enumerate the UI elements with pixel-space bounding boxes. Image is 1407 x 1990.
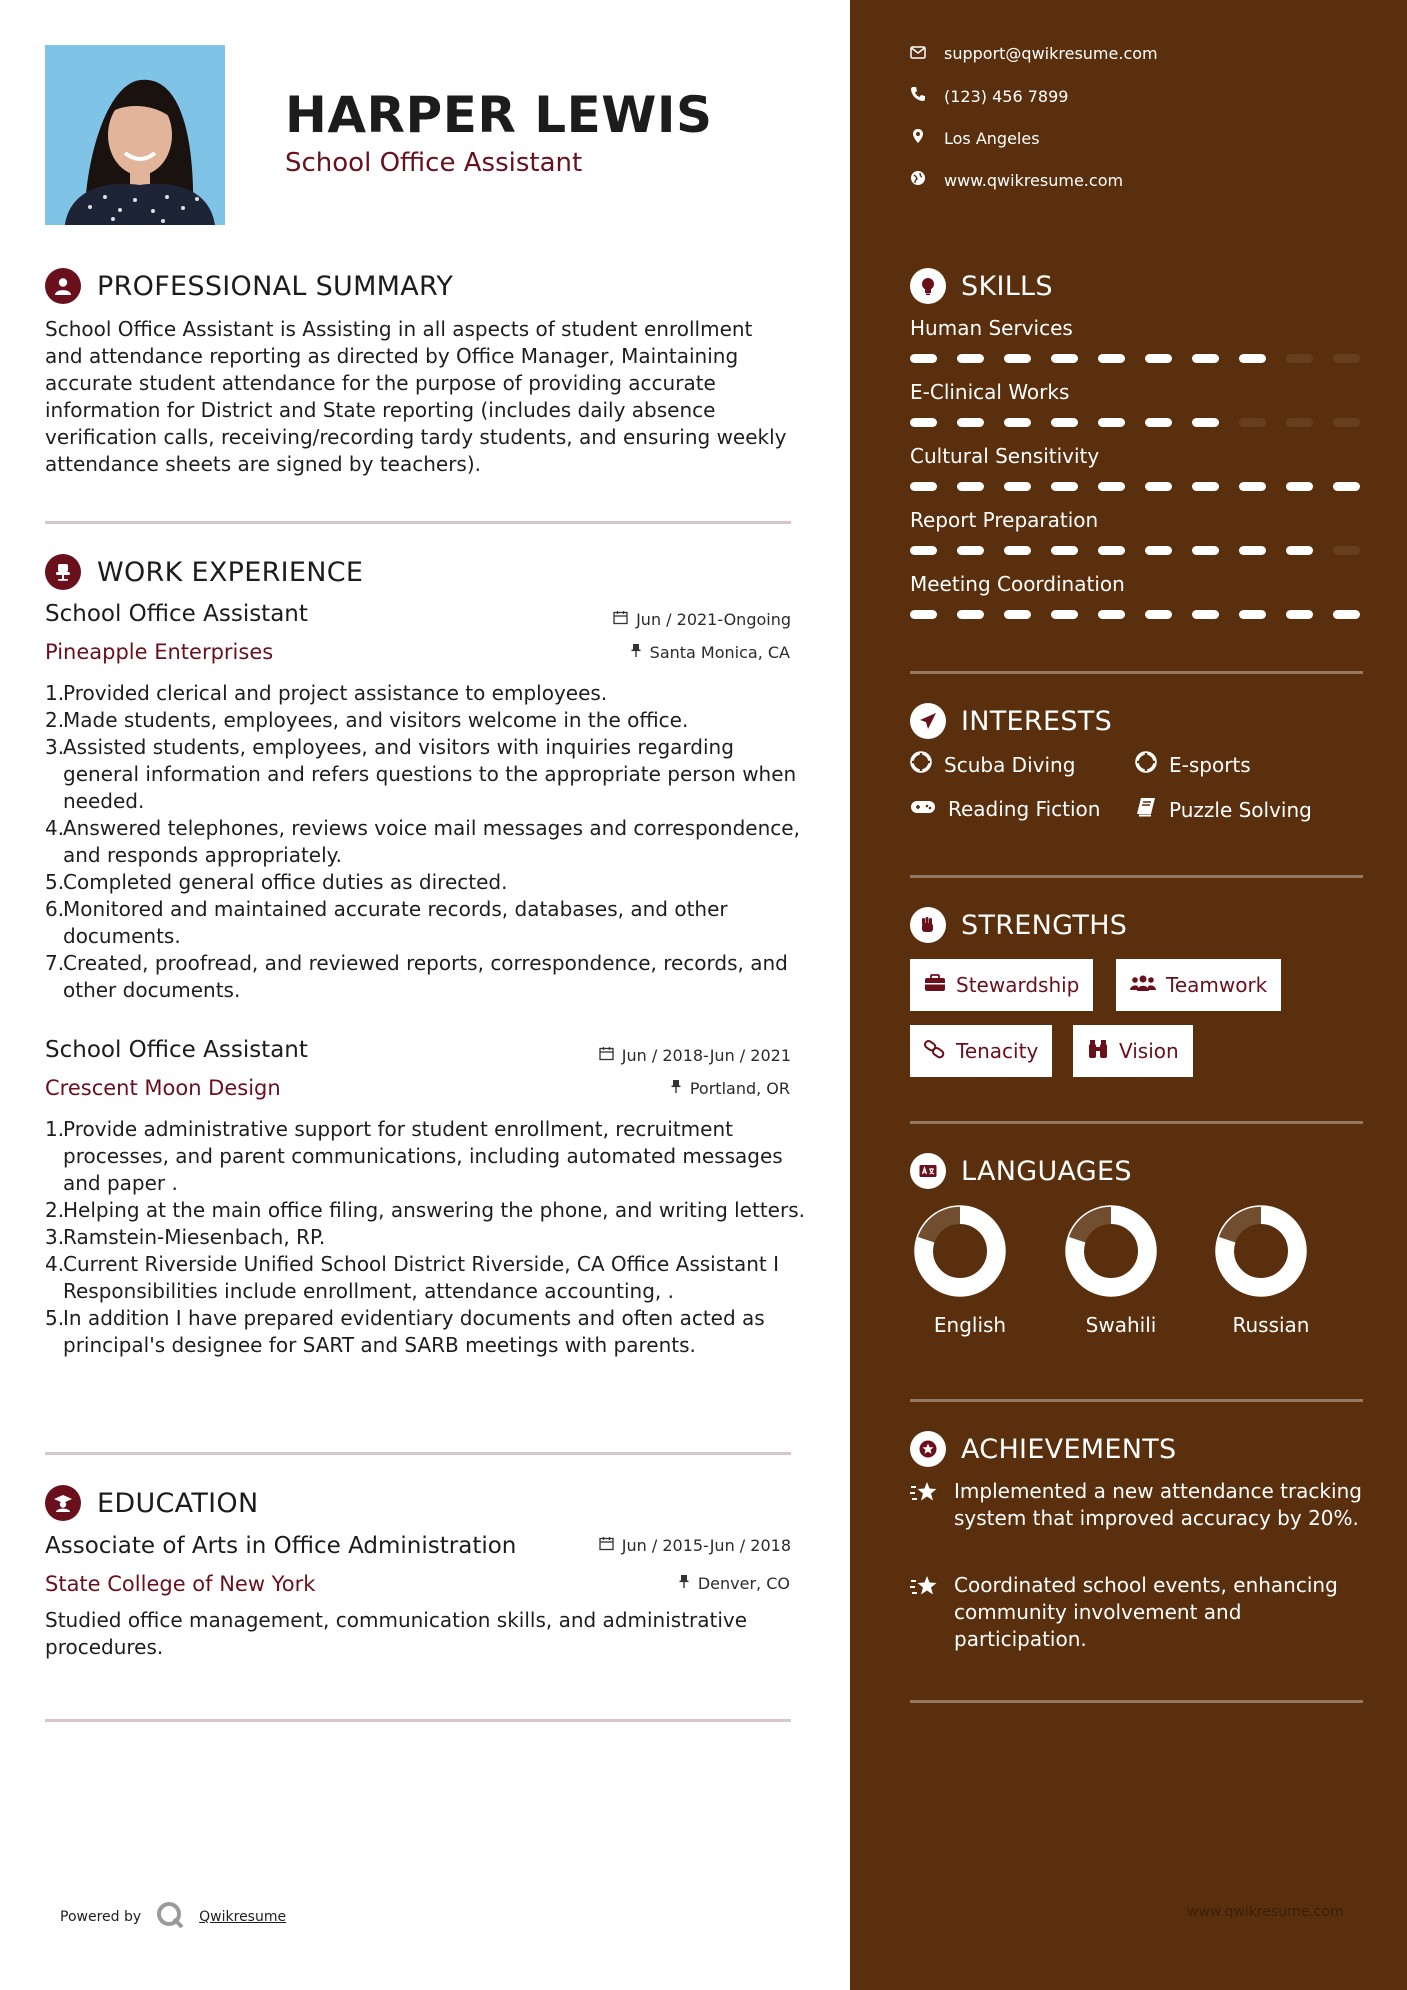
duty-item — [45, 815, 805, 869]
duty-item — [45, 680, 805, 707]
qwikresume-logo-icon — [155, 1900, 185, 1934]
languages-heading — [910, 1153, 1132, 1189]
contact-email[interactable] — [910, 44, 1158, 63]
achievement-item — [910, 1478, 1370, 1532]
interest-item — [910, 751, 1075, 778]
language-label: English — [933, 1313, 1007, 1337]
divider — [45, 521, 791, 524]
education-title: EDUCATION — [97, 1487, 259, 1519]
duty-item — [45, 896, 805, 950]
divider — [910, 1399, 1363, 1402]
job-company: Crescent Moon Design — [45, 1076, 281, 1100]
education-dates — [599, 1536, 791, 1555]
pin-icon — [678, 1574, 690, 1593]
duty-item — [45, 1197, 805, 1224]
rating-dash — [957, 418, 984, 427]
rating-dash — [1098, 354, 1125, 363]
degree-title: Associate of Arts in Office Administration — [45, 1533, 517, 1559]
education-location-text: Denver, CO — [697, 1574, 790, 1593]
rating-dash — [1098, 418, 1125, 427]
strengths-title: STRENGTHS — [961, 909, 1128, 941]
skills-title: SKILLS — [961, 270, 1053, 302]
contact-website[interactable] — [910, 170, 1123, 190]
rating-dash — [957, 610, 984, 619]
job-location-text: Portland, OR — [689, 1079, 790, 1098]
strength-chip — [910, 1025, 1052, 1077]
duty-text: Helping at the main office filing, answering the phone, and writing letters. — [63, 1198, 805, 1222]
award-icon — [910, 1431, 946, 1467]
duty-text: Completed general office duties as directed. — [63, 870, 508, 894]
rating-dash — [1239, 418, 1266, 427]
rating-dash — [1098, 482, 1125, 491]
strength-label: Vision — [1119, 1039, 1179, 1063]
rating-dash — [1286, 418, 1313, 427]
job-company: Pineapple Enterprises — [45, 640, 274, 664]
rating-dash — [1286, 354, 1313, 363]
rating-dash — [1333, 354, 1360, 363]
powered-by-label: Powered by — [60, 1909, 142, 1925]
skill-label: E-Clinical Works — [910, 380, 1070, 404]
rating-dash — [1004, 482, 1031, 491]
rating-dash — [1051, 354, 1078, 363]
contact-website-text: www.qwikresume.com — [944, 170, 1124, 190]
experience-heading — [45, 552, 363, 592]
education-dates-text: Jun / 2015-Jun / 2018 — [621, 1536, 791, 1555]
rating-dash — [1333, 610, 1360, 619]
graduate-icon — [45, 1485, 81, 1521]
strength-label: Stewardship — [956, 973, 1080, 997]
rating-dash — [910, 354, 937, 363]
interest-label: Reading Fiction — [948, 797, 1101, 821]
rating-dash — [1145, 610, 1172, 619]
interests-title: INTERESTS — [961, 705, 1113, 737]
qwikresume-link[interactable]: Qwikresume — [199, 1909, 287, 1925]
rating-dash — [910, 546, 937, 555]
rating-dash — [910, 610, 937, 619]
experience-title: WORK EXPERIENCE — [97, 556, 364, 588]
envelope-icon — [910, 44, 926, 63]
pin-icon — [630, 643, 642, 662]
duty-number: 5. — [45, 870, 65, 894]
job-location — [630, 643, 790, 662]
rating-dash — [1145, 482, 1172, 491]
job-title: School Office Assistant — [45, 601, 308, 627]
link-icon — [924, 1039, 946, 1064]
rating-dash — [1192, 610, 1219, 619]
globe-icon — [910, 170, 926, 190]
duty-text: Created, proofread, and reviewed reports, correspondence, records, and other documents. — [63, 951, 788, 1002]
duty-item — [45, 707, 805, 734]
rating-dash — [1098, 546, 1125, 555]
rating-dash — [1192, 482, 1219, 491]
contact-location — [910, 128, 1040, 148]
contact-location-text: Los Angeles — [944, 128, 1040, 148]
language-gauge — [1211, 1201, 1331, 1301]
divider — [910, 875, 1363, 878]
job-dates-text: Jun / 2021-Ongoing — [636, 610, 791, 629]
skill-label: Report Preparation — [910, 508, 1099, 532]
rating-dash — [910, 482, 937, 491]
job-location-text: Santa Monica, CA — [649, 643, 790, 662]
job-duties-list — [45, 680, 805, 1004]
education-location — [678, 1574, 790, 1593]
rating-dash — [957, 482, 984, 491]
strengths-heading — [910, 907, 1127, 943]
duty-text: Made students, employees, and visitors welcome in the office. — [63, 708, 689, 732]
duty-text: Provided clerical and project assistance to employees. — [63, 681, 608, 705]
rating-dash — [1145, 354, 1172, 363]
achievement-text: Implemented a new attendance tracking system that improved accuracy by 20%. — [954, 1479, 1362, 1530]
rating-dash — [1239, 354, 1266, 363]
rating-dash — [1239, 482, 1266, 491]
contact-email-text: support@qwikresume.com — [944, 44, 1158, 63]
gamepad-icon — [910, 797, 936, 821]
achievement-text: Coordinated school events, enhancing community involvement and participation. — [954, 1573, 1338, 1651]
duty-number: 2. — [45, 1198, 65, 1222]
rating-dash — [1192, 354, 1219, 363]
sidebar — [850, 0, 1407, 1990]
interest-item — [910, 797, 1100, 821]
language-item — [1211, 1201, 1331, 1337]
summary-heading — [45, 266, 453, 306]
rating-dash — [1286, 546, 1313, 555]
job-duties-list — [45, 1116, 805, 1359]
powered-by — [60, 1900, 286, 1934]
rating-dash — [957, 546, 984, 555]
school-name: State College of New York — [45, 1572, 316, 1596]
duty-item — [45, 1305, 805, 1359]
duty-item — [45, 1224, 805, 1251]
divider — [910, 1121, 1363, 1124]
rating-dash — [957, 354, 984, 363]
skills-heading — [910, 268, 1053, 304]
duty-item — [45, 1116, 805, 1197]
duty-number: 1. — [45, 681, 65, 705]
candidate-name: HARPER LEWIS — [285, 86, 713, 144]
education-heading — [45, 1483, 258, 1523]
rating-dash — [1239, 546, 1266, 555]
language-label: Russian — [1232, 1313, 1310, 1337]
duty-number: 1. — [45, 1117, 65, 1141]
contact-phone[interactable] — [910, 86, 1068, 106]
rating-dash — [1239, 610, 1266, 619]
interest-item — [1135, 797, 1312, 822]
language-label: Swahili — [1085, 1313, 1157, 1337]
strength-chip — [1073, 1025, 1193, 1077]
skill-rating — [910, 546, 1365, 556]
rating-dash — [1051, 546, 1078, 555]
skill-rating — [910, 482, 1365, 492]
duty-number: 2. — [45, 708, 65, 732]
duty-number: 5. — [45, 1306, 65, 1330]
job-dates — [613, 610, 791, 629]
duty-number: 7. — [45, 951, 65, 975]
calendar-icon — [599, 1046, 614, 1065]
interest-label: Scuba Diving — [944, 752, 1076, 777]
job-title: School Office Assistant — [45, 1037, 308, 1063]
rating-dash — [1192, 546, 1219, 555]
briefcase-icon — [924, 973, 946, 997]
lifebuoy-icon — [910, 751, 932, 778]
summary-text: School Office Assistant is Assisting in all aspects of student enrollment and attendance reporting as directed by Office Manager, Maintaining accurate student attendance for the purpose of providing accurate information for District and State reporting (includes daily absence verification calls, receiving/recording tardy students, and ensuring weekly attendance sheets are signed by teachers). — [45, 317, 787, 476]
star-burst-icon — [910, 1478, 940, 1532]
duty-number: 3. — [45, 1225, 65, 1249]
profile-photo — [45, 45, 225, 225]
rating-dash — [1051, 482, 1078, 491]
duty-text: Ramstein-Miesenbach, RP. — [63, 1225, 326, 1249]
paper-plane-icon — [910, 703, 946, 739]
rating-dash — [1333, 418, 1360, 427]
lightbulb-icon — [910, 268, 946, 304]
user-icon — [45, 268, 81, 304]
rating-dash — [1098, 610, 1125, 619]
achievement-item — [910, 1572, 1370, 1653]
job-dates — [599, 1046, 791, 1065]
lifebuoy-icon — [1135, 751, 1157, 778]
duty-number: 4. — [45, 816, 65, 840]
rating-dash — [1051, 610, 1078, 619]
duty-item — [45, 734, 805, 815]
divider — [45, 1719, 791, 1722]
duty-number: 4. — [45, 1252, 65, 1276]
duty-text: Assisted students, employees, and visitors with inquiries regarding general information and refers questions to the appropriate person when needed. — [63, 735, 797, 813]
duty-text: Monitored and maintained accurate records, databases, and other documents. — [63, 897, 728, 948]
achievements-title: ACHIEVEMENTS — [961, 1433, 1177, 1465]
calendar-icon — [613, 610, 628, 629]
strength-label: Teamwork — [1166, 973, 1268, 997]
rating-dash — [1286, 610, 1313, 619]
strength-label: Tenacity — [956, 1039, 1039, 1063]
interest-item — [1135, 751, 1251, 778]
interests-heading — [910, 703, 1112, 739]
divider — [910, 671, 1363, 674]
skill-rating — [910, 418, 1365, 428]
summary-title: PROFESSIONAL SUMMARY — [97, 270, 454, 302]
rating-dash — [1333, 546, 1360, 555]
pin-icon — [670, 1079, 682, 1098]
language-gauge — [1061, 1201, 1181, 1301]
calendar-icon — [599, 1536, 614, 1555]
duty-item — [45, 869, 805, 896]
language-gauge — [910, 1201, 1030, 1301]
strength-chip — [910, 959, 1093, 1011]
book-icon — [1135, 797, 1157, 822]
divider — [45, 1452, 791, 1455]
interest-label: Puzzle Solving — [1169, 797, 1312, 822]
achievements-heading — [910, 1431, 1177, 1467]
rating-dash — [910, 418, 937, 427]
rating-dash — [1192, 418, 1219, 427]
rating-dash — [1004, 418, 1031, 427]
education-text: Studied office management, communication skills, and administrative procedures. — [45, 1608, 748, 1659]
duty-text: In addition I have prepared evidentiary documents and often acted as principal's designee for SART and SARB meetings with parents. — [63, 1306, 765, 1357]
duty-item — [45, 950, 805, 1004]
language-item — [910, 1201, 1030, 1337]
rating-dash — [1004, 354, 1031, 363]
strength-chip — [1116, 959, 1281, 1011]
duty-number: 3. — [45, 735, 65, 759]
duty-text: Provide administrative support for student enrollment, recruitment processes, and parent communications, including automated messages and paper . — [63, 1117, 783, 1195]
office-chair-icon — [45, 554, 81, 590]
duty-item — [45, 1251, 805, 1305]
skill-rating — [910, 610, 1365, 620]
star-burst-icon — [910, 1572, 940, 1653]
rating-dash — [1004, 610, 1031, 619]
divider — [910, 1700, 1363, 1703]
users-icon — [1130, 973, 1156, 997]
candidate-role: School Office Assistant — [285, 148, 583, 178]
fist-icon — [910, 907, 946, 943]
job-location — [670, 1079, 790, 1098]
binoculars-icon — [1087, 1039, 1109, 1064]
rating-dash — [1145, 418, 1172, 427]
rating-dash — [1051, 418, 1078, 427]
language-item — [1061, 1201, 1181, 1337]
skill-label: Meeting Coordination — [910, 572, 1125, 596]
skill-label: Human Services — [910, 316, 1073, 340]
contact-phone-text: (123) 456 7899 — [944, 86, 1069, 106]
job-dates-text: Jun / 2018-Jun / 2021 — [621, 1046, 791, 1065]
duty-text: Current Riverside Unified School District Riverside, CA Office Assistant I Responsibilities include enrollment, attendance accounting, . — [63, 1252, 780, 1303]
rating-dash — [1286, 482, 1313, 491]
footer-url: www.qwikresume.com — [1187, 1904, 1344, 1920]
languages-title: LANGUAGES — [961, 1155, 1132, 1187]
duty-text: Answered telephones, reviews voice mail messages and correspondence, and responds appropriately. — [63, 816, 800, 867]
rating-dash — [1145, 546, 1172, 555]
skill-label: Cultural Sensitivity — [910, 444, 1100, 468]
phone-icon — [910, 86, 926, 106]
rating-dash — [1004, 546, 1031, 555]
rating-dash — [1333, 482, 1360, 491]
language-icon — [910, 1153, 946, 1189]
interest-label: E-sports — [1169, 752, 1251, 777]
map-marker-icon — [910, 128, 926, 148]
skill-rating — [910, 354, 1365, 364]
duty-number: 6. — [45, 897, 65, 921]
